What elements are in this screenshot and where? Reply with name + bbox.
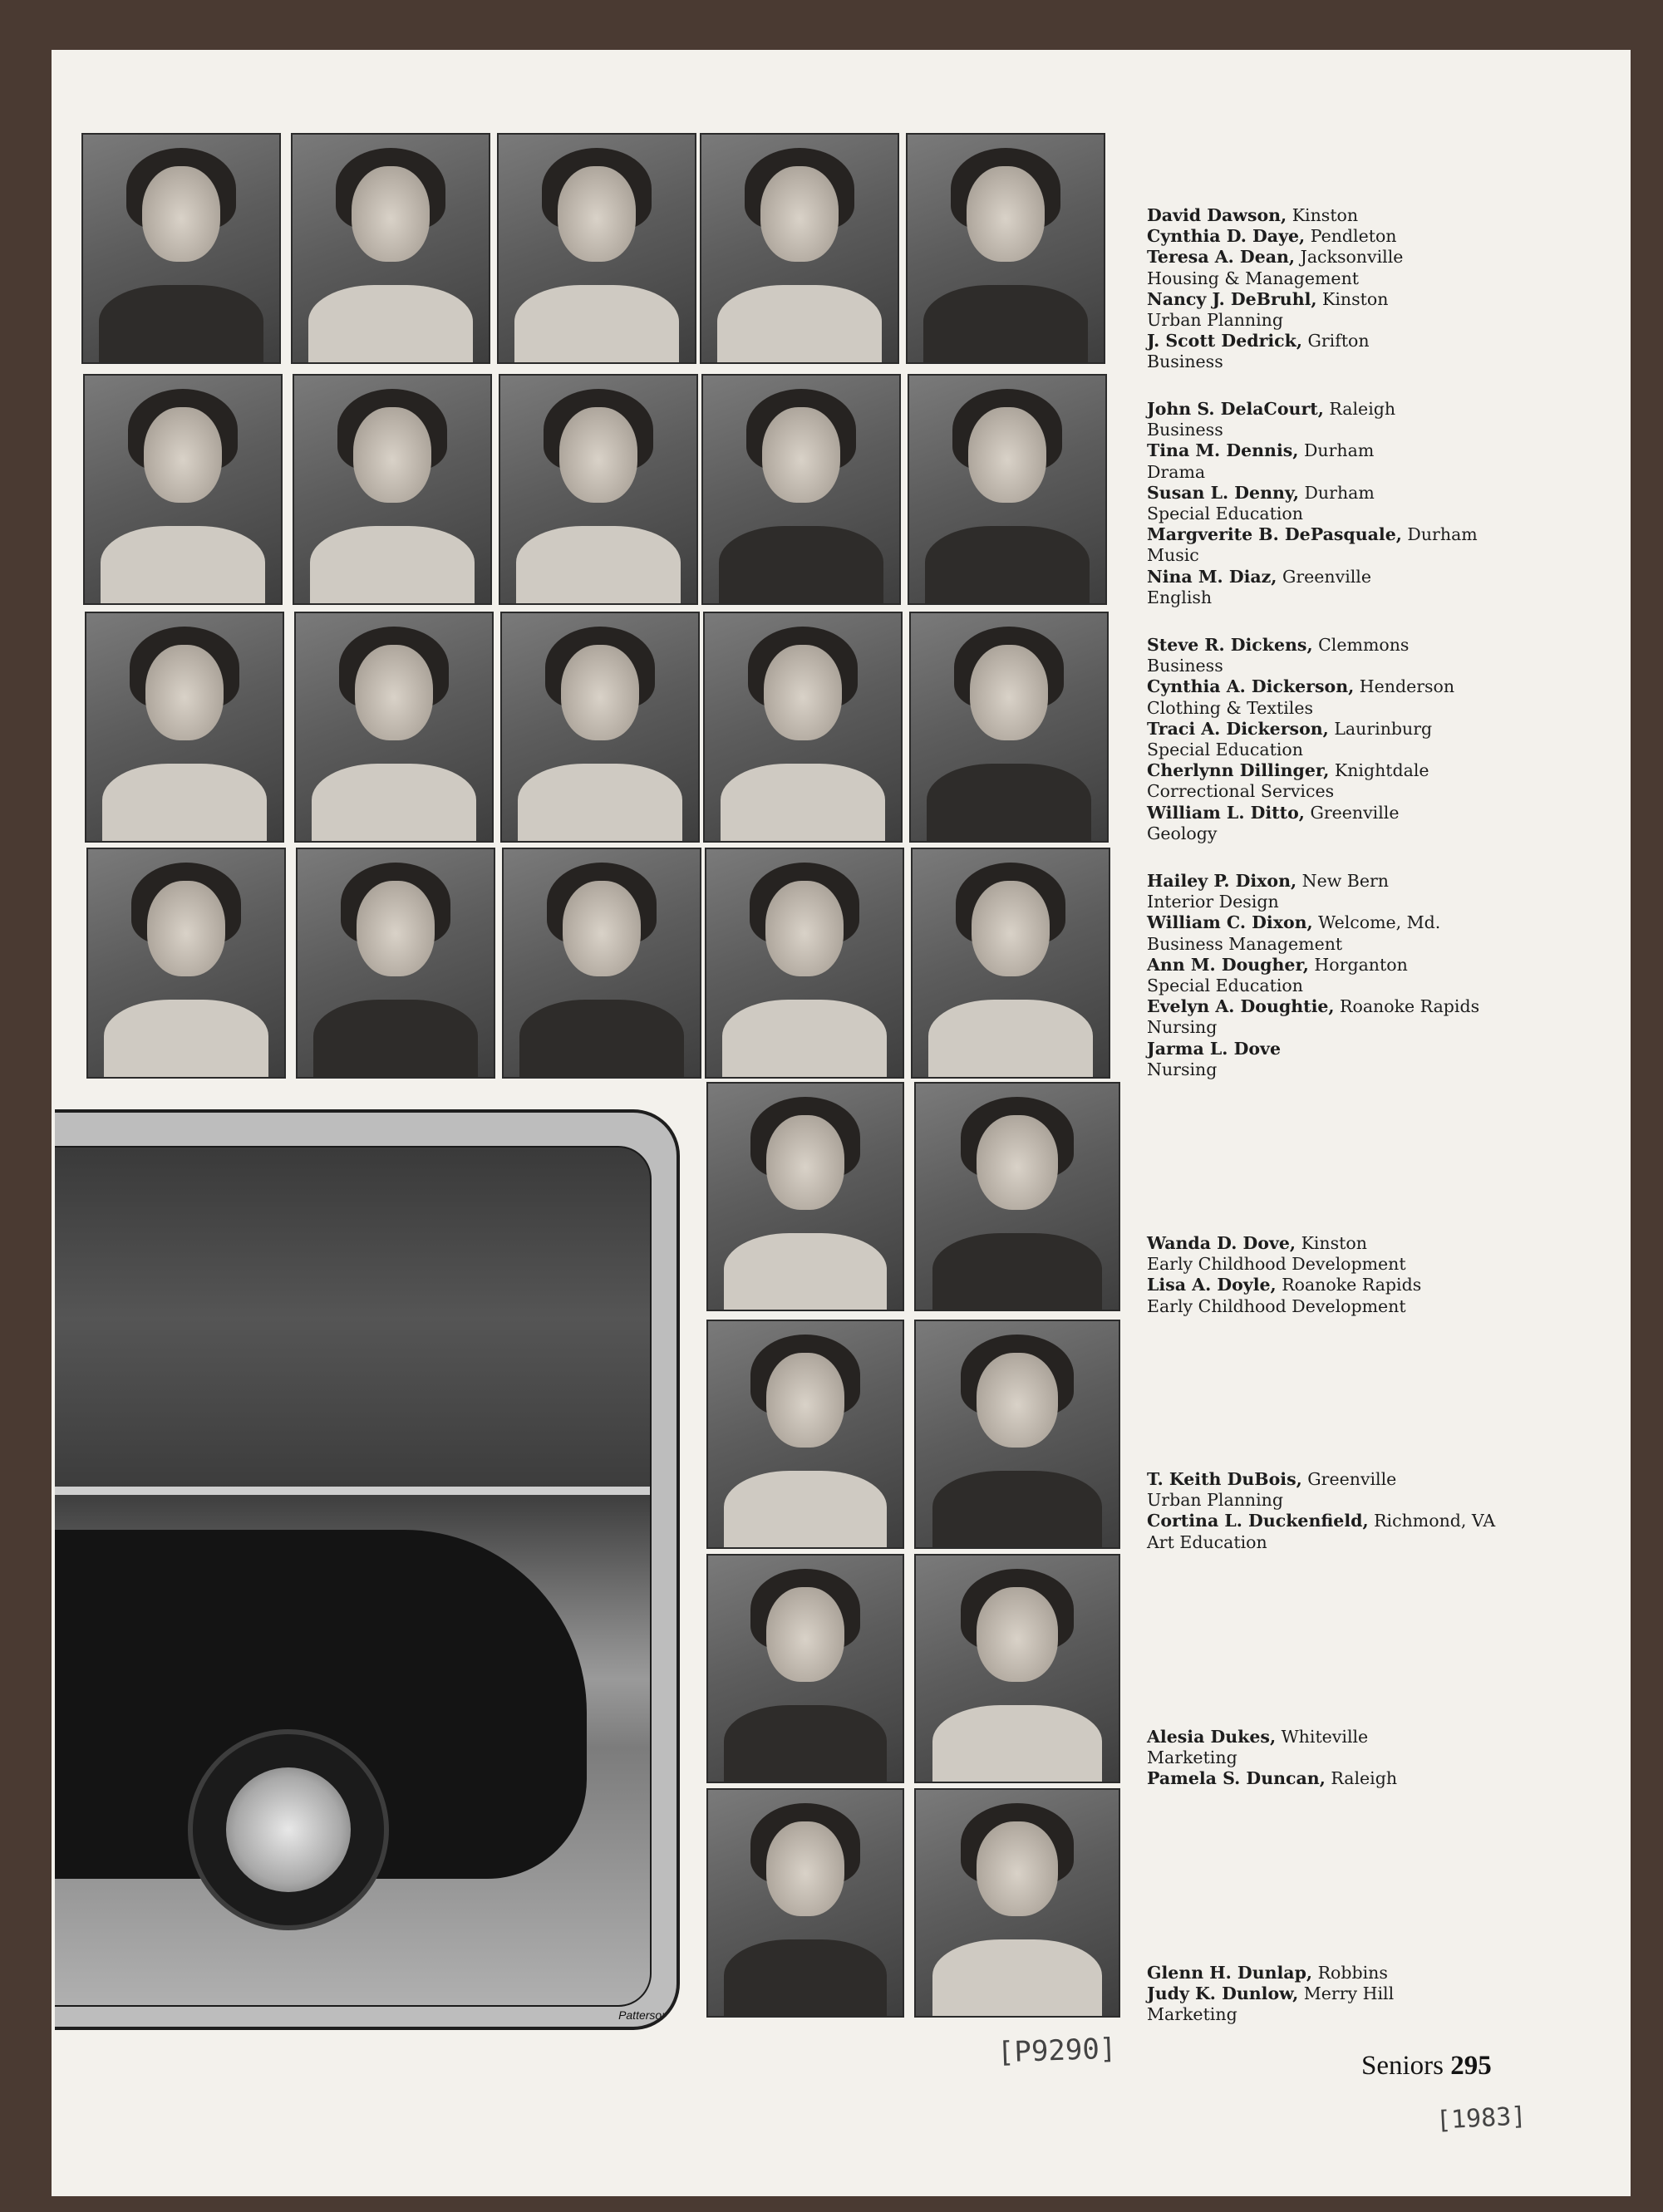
student-portrait: [706, 1082, 904, 1311]
name-line: [1147, 462, 1612, 483]
major: Early Childhood Development: [1147, 1295, 1406, 1316]
hometown: Kinston: [1287, 205, 1359, 225]
handwritten-catalog-number: [P9290]: [996, 2032, 1117, 2070]
portrait-shoulders: [717, 285, 882, 364]
name-line: [1147, 351, 1612, 372]
major: Special Education: [1147, 740, 1303, 760]
portrait-face: [977, 1353, 1058, 1448]
major: Music: [1147, 545, 1199, 566]
portrait-shoulders: [101, 526, 265, 605]
name-line: [1147, 803, 1612, 823]
hometown: Grifton: [1301, 331, 1370, 351]
student-name: David Dawson,: [1147, 205, 1287, 225]
name-line: [1147, 871, 1612, 892]
major: Art Education: [1147, 1531, 1267, 1552]
portrait-face: [355, 645, 433, 740]
portrait-face: [142, 166, 220, 262]
student-portrait: [706, 1320, 904, 1549]
portrait-shoulders: [518, 764, 682, 843]
hometown: Raleigh: [1323, 399, 1396, 419]
major: Business: [1147, 656, 1223, 676]
portrait-face: [144, 407, 222, 503]
portrait-shoulders: [313, 1000, 478, 1079]
hometown: Kinston: [1296, 1233, 1367, 1253]
major: Nursing: [1147, 1059, 1218, 1079]
student-portrait: [706, 1554, 904, 1783]
hometown: Roanoke Rapids: [1334, 996, 1480, 1017]
major: English: [1147, 587, 1213, 607]
name-line: [1147, 483, 1612, 504]
student-name: Tina M. Dennis,: [1147, 440, 1299, 461]
student-name: Pamela S. Duncan,: [1147, 1768, 1326, 1789]
hometown: Kinston: [1316, 288, 1389, 309]
name-line: [1147, 399, 1612, 420]
portrait-face: [760, 166, 839, 262]
student-portrait: [81, 133, 281, 364]
student-name: Cynthia A. Dickerson,: [1147, 676, 1355, 697]
major: Correctional Services: [1147, 781, 1335, 802]
portrait-shoulders: [104, 1000, 268, 1079]
student-portrait: [500, 612, 700, 843]
student-name: Ann M. Dougher,: [1147, 954, 1309, 975]
student-portrait: [914, 1788, 1120, 2018]
major: Interior Design: [1147, 892, 1279, 912]
name-line: [1147, 635, 1612, 656]
portrait-face: [147, 881, 225, 976]
portrait-face: [145, 645, 224, 740]
student-name: Jarma L. Dove: [1147, 1038, 1281, 1059]
portrait-face: [977, 1587, 1058, 1682]
name-line: [1147, 934, 1612, 955]
hometown: New Bern: [1296, 871, 1389, 891]
student-name: Traci A. Dickerson,: [1147, 718, 1329, 739]
folio-page-number: 295: [1450, 2051, 1492, 2081]
name-block: [1147, 1963, 1612, 2026]
hometown: Durham: [1298, 482, 1375, 503]
name-line: [1147, 524, 1612, 545]
portrait-face: [977, 1115, 1058, 1210]
portrait-shoulders: [516, 526, 681, 605]
student-name: Alesia Dukes,: [1147, 1727, 1277, 1747]
portrait-face: [766, 1353, 844, 1448]
student-name: Judy K. Dunlow,: [1147, 1983, 1299, 2004]
student-name: Susan L. Denny,: [1147, 482, 1299, 503]
portrait-shoulders: [724, 1939, 888, 2018]
name-line: [1147, 310, 1612, 331]
name-block: [1147, 399, 1612, 608]
name-line: [1147, 1511, 1612, 1531]
student-portrait: [914, 1554, 1120, 1783]
major: Clothing & Textiles: [1147, 697, 1313, 718]
portrait-shoulders: [932, 1233, 1103, 1311]
portrait-shoulders: [312, 764, 476, 843]
name-line: [1147, 1233, 1612, 1254]
name-line: [1147, 331, 1612, 351]
portrait-shoulders: [719, 526, 883, 605]
student-name: Cynthia D. Daye,: [1147, 226, 1306, 247]
portrait-shoulders: [925, 526, 1090, 605]
name-line: [1147, 823, 1612, 844]
name-line: [1147, 268, 1612, 289]
portrait-face: [766, 1587, 844, 1682]
hometown: Greenville: [1304, 802, 1400, 823]
portrait-face: [967, 166, 1045, 262]
page-folio: [1361, 2051, 1492, 2082]
student-name: T. Keith DuBois,: [1147, 1469, 1302, 1489]
name-line: [1147, 760, 1612, 781]
portrait-shoulders: [514, 285, 679, 364]
name-block: [1147, 871, 1612, 1080]
hometown: Durham: [1401, 524, 1478, 545]
portrait-face: [977, 1821, 1058, 1916]
portrait-shoulders: [928, 1000, 1093, 1079]
name-line: [1147, 1017, 1612, 1038]
name-line: [1147, 996, 1612, 1017]
student-name: Wanda D. Dove,: [1147, 1233, 1296, 1253]
car-wheel: [188, 1729, 389, 1930]
portrait-shoulders: [923, 285, 1088, 364]
student-portrait: [293, 374, 492, 605]
name-block: [1147, 205, 1612, 373]
hometown: Clemmons: [1312, 635, 1410, 655]
student-name: William C. Dixon,: [1147, 912, 1313, 933]
name-line: [1147, 205, 1612, 226]
student-portrait: [914, 1320, 1120, 1549]
hometown: Henderson: [1354, 676, 1455, 697]
student-portrait: [700, 133, 899, 364]
name-block: [1147, 635, 1612, 844]
name-line: [1147, 1768, 1612, 1789]
hometown: Jacksonville: [1295, 247, 1404, 268]
portrait-shoulders: [310, 526, 475, 605]
name-line: [1147, 1275, 1612, 1295]
major: Nursing: [1147, 1017, 1218, 1038]
student-name: Hailey P. Dixon,: [1147, 871, 1297, 891]
name-line: [1147, 1747, 1612, 1768]
portrait-shoulders: [927, 764, 1091, 843]
hometown: Roanoke Rapids: [1276, 1275, 1422, 1295]
student-name: William L. Ditto,: [1147, 802, 1305, 823]
hometown: Pendleton: [1305, 226, 1397, 247]
hometown: Welcome, Md.: [1312, 912, 1441, 933]
name-line: [1147, 892, 1612, 912]
student-portrait: [706, 1788, 904, 2018]
portrait-face: [558, 166, 636, 262]
hometown: Greenville: [1301, 1469, 1397, 1489]
name-block: [1147, 1233, 1612, 1317]
portrait-face: [968, 407, 1046, 503]
name-line: [1147, 719, 1612, 740]
name-line: [1147, 955, 1612, 976]
portrait-face: [357, 881, 435, 976]
name-line: [1147, 2004, 1612, 2025]
name-line: [1147, 1532, 1612, 1553]
name-block: [1147, 1469, 1612, 1553]
student-name: Lisa A. Doyle,: [1147, 1275, 1277, 1295]
major: Marketing: [1147, 1747, 1237, 1768]
portrait-shoulders: [932, 1705, 1103, 1783]
name-line: [1147, 440, 1612, 461]
hometown: Laurinburg: [1328, 718, 1433, 739]
portrait-shoulders: [721, 764, 885, 843]
hometown: Merry Hill: [1298, 1983, 1395, 2004]
name-line: [1147, 656, 1612, 676]
photo-credit: Patterson: [618, 2008, 668, 2022]
student-name: Teresa A. Dean,: [1147, 247, 1296, 268]
name-line: [1147, 587, 1612, 608]
name-line: [1147, 247, 1612, 268]
portrait-face: [352, 166, 430, 262]
name-line: [1147, 420, 1612, 440]
portrait-face: [970, 645, 1048, 740]
name-line: [1147, 1727, 1612, 1747]
student-portrait: [703, 612, 903, 843]
portrait-shoulders: [722, 1000, 887, 1079]
portrait-face: [353, 407, 431, 503]
hometown: Greenville: [1277, 566, 1371, 587]
name-line: [1147, 976, 1612, 996]
student-portrait: [908, 374, 1107, 605]
student-name: Cortina L. Duckenfield,: [1147, 1511, 1369, 1531]
name-line: [1147, 781, 1612, 802]
name-line: [1147, 1059, 1612, 1080]
major: Business: [1147, 420, 1223, 440]
hometown: Whiteville: [1276, 1727, 1369, 1747]
student-portrait: [291, 133, 490, 364]
name-line: [1147, 1296, 1612, 1317]
portrait-face: [762, 407, 840, 503]
name-line: [1147, 1469, 1612, 1490]
student-name: Cherlynn Dillinger,: [1147, 760, 1330, 781]
student-portrait: [502, 848, 701, 1079]
hometown: Richmond, VA: [1368, 1511, 1496, 1531]
portrait-face: [559, 407, 637, 503]
portrait-face: [765, 881, 844, 976]
student-portrait: [497, 133, 696, 364]
student-portrait: [296, 848, 495, 1079]
portrait-shoulders: [99, 285, 263, 364]
major: Special Education: [1147, 504, 1303, 524]
student-portrait: [705, 848, 904, 1079]
student-portrait: [701, 374, 901, 605]
name-line: [1147, 567, 1612, 587]
major: Early Childhood Development: [1147, 1254, 1406, 1275]
major: Housing & Management: [1147, 268, 1360, 288]
portrait-shoulders: [519, 1000, 684, 1079]
major: Geology: [1147, 823, 1218, 843]
student-portrait: [909, 612, 1109, 843]
portrait-shoulders: [932, 1471, 1103, 1549]
student-portrait: [294, 612, 494, 843]
name-line: [1147, 504, 1612, 524]
name-line: [1147, 1254, 1612, 1275]
portrait-face: [561, 645, 639, 740]
major: Drama: [1147, 461, 1206, 482]
name-line: [1147, 676, 1612, 697]
portrait-face: [764, 645, 842, 740]
portrait-shoulders: [724, 1705, 888, 1783]
student-portrait: [86, 848, 286, 1079]
car-photo-panel: [55, 1109, 680, 2030]
portrait-face: [766, 1821, 844, 1916]
portrait-face: [563, 881, 641, 976]
student-portrait: [911, 848, 1110, 1079]
portrait-shoulders: [932, 1939, 1103, 2018]
car-photo: [55, 1146, 652, 2007]
name-line: [1147, 226, 1612, 247]
student-portrait: [906, 133, 1105, 364]
portrait-shoulders: [308, 285, 473, 364]
student-name: John S. DelaCourt,: [1147, 399, 1324, 419]
portrait-face: [766, 1115, 844, 1210]
student-name: Evelyn A. Doughtie,: [1147, 996, 1335, 1017]
name-line: [1147, 1983, 1612, 2004]
hometown: Robbins: [1312, 1963, 1388, 1983]
name-line: [1147, 1039, 1612, 1059]
guard-rail: [55, 1487, 650, 1495]
student-portrait: [85, 612, 284, 843]
portrait-face: [972, 881, 1050, 976]
major: Urban Planning: [1147, 1490, 1283, 1511]
student-name: Steve R. Dickens,: [1147, 635, 1313, 655]
hometown: Raleigh: [1325, 1768, 1398, 1789]
folio-section: Seniors: [1361, 2051, 1444, 2081]
name-line: [1147, 740, 1612, 760]
name-block: [1147, 1727, 1612, 1790]
name-line: [1147, 289, 1612, 310]
major: Business Management: [1147, 933, 1343, 954]
major: Special Education: [1147, 976, 1303, 996]
major: Marketing: [1147, 2004, 1237, 2025]
hometown: Knightdale: [1329, 760, 1429, 781]
student-portrait: [83, 374, 283, 605]
handwritten-year: [1983]: [1435, 2101, 1528, 2136]
student-name: Nina M. Diaz,: [1147, 566, 1277, 587]
hometown: Durham: [1298, 440, 1375, 461]
wheel-hubcap: [226, 1767, 351, 1892]
major: Urban Planning: [1147, 310, 1283, 331]
portrait-shoulders: [724, 1471, 888, 1549]
name-line: [1147, 912, 1612, 933]
name-line: [1147, 698, 1612, 719]
student-portrait: [499, 374, 698, 605]
student-name: Nancy J. DeBruhl,: [1147, 288, 1317, 309]
portrait-shoulders: [102, 764, 267, 843]
major: Business: [1147, 351, 1223, 372]
name-line: [1147, 1490, 1612, 1511]
name-line: [1147, 545, 1612, 566]
student-portrait: [914, 1082, 1120, 1311]
student-name: Glenn H. Dunlap,: [1147, 1963, 1313, 1983]
portrait-shoulders: [724, 1233, 888, 1311]
hometown: Horganton: [1308, 954, 1408, 975]
student-name: Margverite B. DePasquale,: [1147, 524, 1402, 545]
name-line: [1147, 1963, 1612, 1983]
student-name: J. Scott Dedrick,: [1147, 331, 1302, 351]
